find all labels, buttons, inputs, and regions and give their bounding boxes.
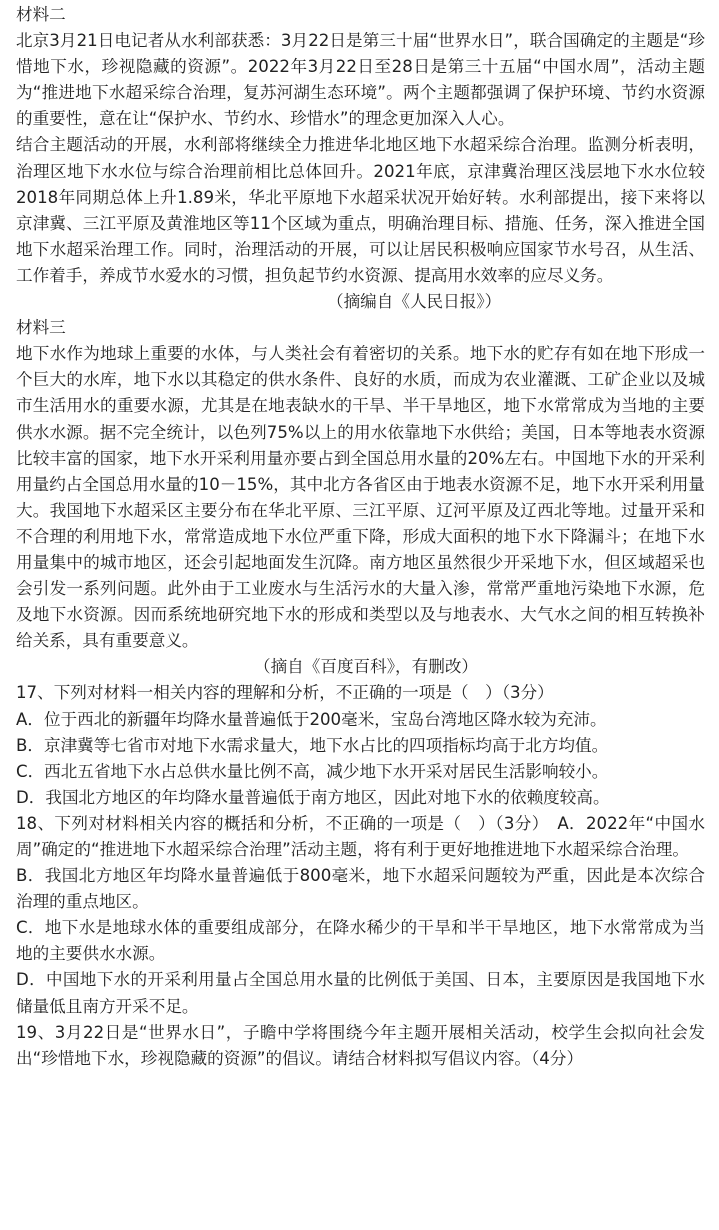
material-2-source: （摘编自《人民日报》） xyxy=(327,292,502,312)
question-18-stem: 18、下列对材料相关内容的概括和分析，不正确的一项是（ ）（3分） A．2022年“中国水周”确定的“推进地下水超采综合治理”活动主题，将有利于更好地推进地下水超采综合治理。 xyxy=(16,813,705,859)
question-18-option-b: B．我国北方地区年均降水量普遍低于800毫米，地下水超采问题较为严重，因此是本次综合治理的重点地区。 xyxy=(16,866,705,912)
question-17-stem: 17、下列对材料一相关内容的理解和分析，不正确的一项是（ ）（3分） xyxy=(16,683,554,703)
question-17-option-c: C．西北五省地下水占总供水量比例不高，减少地下水开采对居民生活影响较小。 xyxy=(16,761,609,781)
material-2-paragraph-1: 北京3月21日电记者从水利部获悉：3月22日是第三十届“世界水日”，联合国确定的主题是“珍惜地下水，珍视隐藏的资源”。2022年3月22日至28日是第三十五届“中国水周”，活动主题为“推进地下水超采综合治理，复苏河湖生态环境”。两个主题都强调了保护环境、节约水资源的重要性，意在让“保护水、节约水、珍惜水”的理念更加深入人心。 xyxy=(16,31,705,129)
question-18-option-d: D．中国地下水的开采利用量占全国总用水量的比例低于美国、日本，主要原因是我国地下水储量低且南方开采不足。 xyxy=(16,970,705,1016)
question-19-stem: 19、3月22日是“世界水日”，子瞻中学将围绕今年主题开展相关活动，校学生会拟向社会发出“珍惜地下水，珍视隐藏的资源”的倡议。请结合材料拟写倡议内容。（4分） xyxy=(16,1022,705,1068)
material-2-heading: 材料二 xyxy=(16,5,66,24)
material-3-heading: 材料三 xyxy=(16,318,66,338)
question-17-option-a: A．位于西北的新疆年均降水量普遍低于200毫米，宝岛台湾地区降水较为充沛。 xyxy=(16,709,607,729)
material-2-paragraph-2: 结合主题活动的开展，水利部将继续全力推进华北地区地下水超采综合治理。监测分析表明，治理区地下水水位与综合治理前相比总体回升。2021年底，京津冀治理区浅层地下水水位较2018年同期总体上升1.89米，华北平原地下水超采状况开始好转。水利部提出，接下来将以京津冀、三江平原及黄淮地区等11个区域为重点，明确治理目标、措施、任务，深入推进全国地下水超采治理工作。同时，治理活动的开展，可以让居民积极响应国家节水号召，从生活、工作着手，养成节水爱水的习惯，担负起节约水资源、提高用水效率的应尽义务。 xyxy=(16,135,705,285)
material-3-paragraph-1: 地下水作为地球上重要的水体，与人类社会有着密切的关系。地下水的贮存有如在地下形成一个巨大的水库，地下水以其稳定的供水条件、良好的水质，而成为农业灌溉、工矿企业以及城市生活用水的重要水源，尤其是在地表缺水的干旱、半干旱地区，地下水常常成为当地的主要供水水源。据不完全统计，以色列75%以上的用水依靠地下水供给；美国，日本等地表水资源比较丰富的国家，地下水开采利用量亦要占到全国总用水量的20%左右。中国地下水的开采利用量约占全国总用水量的10－15%，其中北方各省区由于地表水资源不足，地下水开采利用量大。我国地下水超采区主要分布在华北平原、三江平原、辽河平原及辽西北等地。过量开采和不合理的利用地下水，常常造成地下水位严重下降，形成大面积的地下水下降漏斗；在地下水用量集中的城市地区，还会引起地面发生沉降。南方地区虽然很少开采地下水，但区域超采也会引发一系列问题。此外由于工业废水与生活污水的大量入渗，常常严重地污染地下水源，危及地下水资源。因而系统地研究地下水的形成和类型以及与地表水、大气水之间的相互转换补给关系，具有重要意义。 xyxy=(16,344,705,651)
material-3-source: （摘自《百度百科》，有删改） xyxy=(254,657,479,677)
question-17-option-d: D．我国北方地区的年均降水量普遍低于南方地区，因此对地下水的依赖度较高。 xyxy=(16,787,610,807)
question-18-option-c: C．地下水是地球水体的重要组成部分，在降水稀少的干旱和半干旱地区，地下水常常成为当地的主要供水水源。 xyxy=(16,918,705,964)
question-17-option-b: B．京津冀等七省市对地下水需求量大，地下水占比的四项指标均高于北方均值。 xyxy=(16,735,609,755)
